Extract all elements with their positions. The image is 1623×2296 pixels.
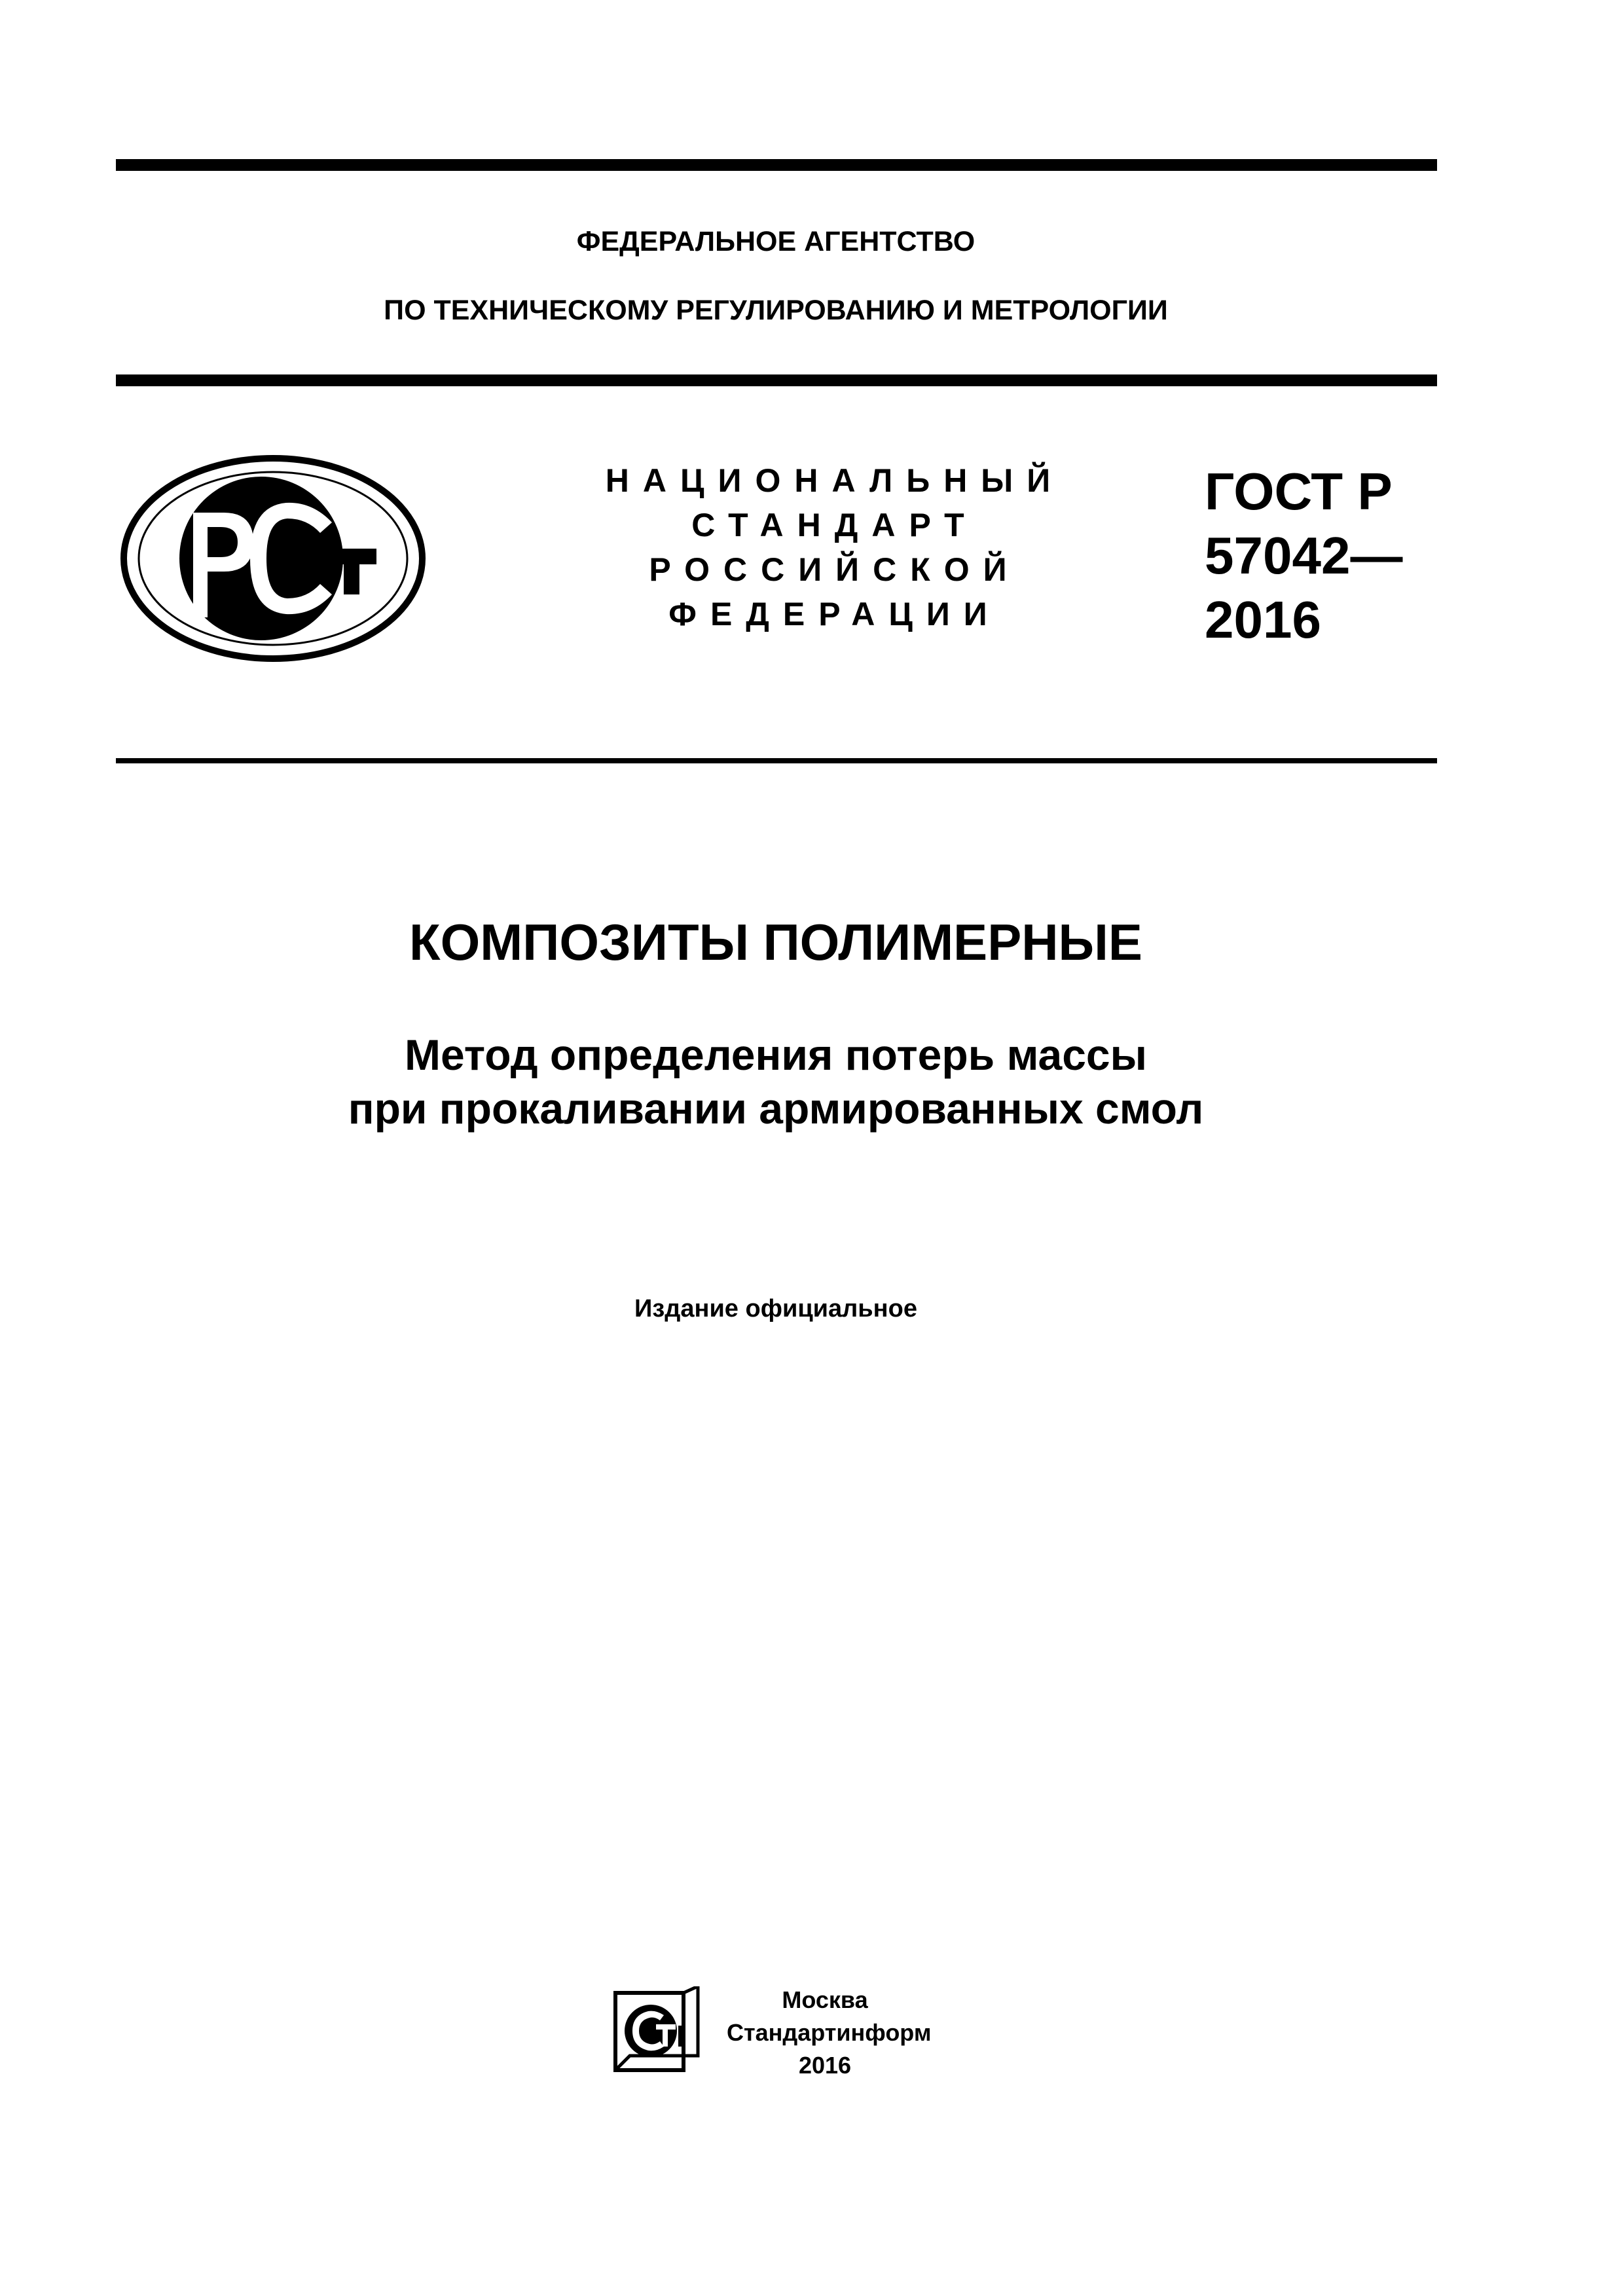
document-subtitle — [0, 1028, 1552, 1135]
edition-note: Издание официальное — [634, 1295, 917, 1322]
designation-line-3: 2016 — [1205, 591, 1321, 649]
subtitle-line-1: Метод определения потерь массы — [404, 1030, 1148, 1079]
national-line-2: СТАНДАРТ — [691, 507, 978, 543]
publisher-year: 2016 — [798, 2052, 852, 2079]
standard-designation — [1205, 460, 1402, 652]
top-rule — [116, 159, 1437, 171]
national-standard-label — [563, 458, 1106, 636]
agency-line-1: ФЕДЕРАЛЬНОЕ АГЕНТСТВО — [576, 226, 976, 257]
designation-line-2: 57042— — [1205, 526, 1403, 585]
publisher-city: Москва — [782, 1986, 868, 2013]
agency-line-2: ПО ТЕХНИЧЕСКОМУ РЕГУЛИРОВАНИЮ И МЕТРОЛОГИИ — [384, 295, 1168, 326]
designation-line-1: ГОСТ Р — [1205, 462, 1393, 520]
national-line-4: ФЕДЕРАЦИИ — [668, 596, 1001, 632]
national-line-1: НАЦИОНАЛЬНЫЙ — [605, 462, 1065, 499]
publisher-imprint — [727, 1984, 932, 2082]
header-rule — [116, 374, 1437, 386]
standartinform-logo-icon — [610, 1986, 702, 2075]
national-line-3: РОССИЙСКОЙ — [649, 551, 1021, 588]
document-title: КОМПОЗИТЫ ПОЛИМЕРНЫЕ — [409, 913, 1142, 971]
subtitle-line-2: при прокаливании армированных смол — [348, 1084, 1204, 1133]
rst-certification-mark-icon — [116, 450, 430, 666]
publisher-name: Стандартинформ — [727, 2019, 932, 2046]
section-rule — [116, 758, 1437, 763]
